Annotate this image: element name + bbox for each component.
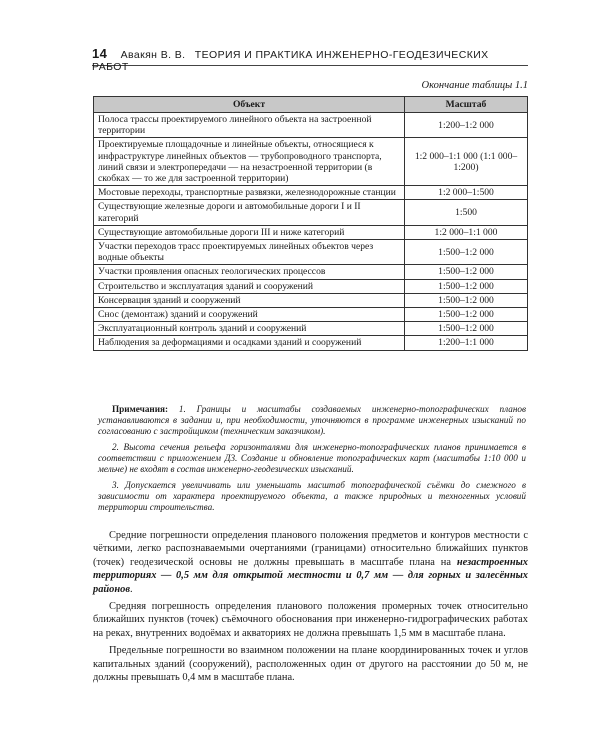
- scale-cell: 1:500–1:2 000: [405, 240, 528, 265]
- body-text: [93, 529, 528, 688]
- object-cell: Эксплуатационный контроль зданий и сооружений: [94, 322, 405, 336]
- scale-cell: 1:500–1:2 000: [405, 308, 528, 322]
- table-row: [94, 240, 528, 265]
- table-row: [94, 336, 528, 350]
- scale-cell: 1:200–1:2 000: [405, 113, 528, 138]
- table-row: [94, 293, 528, 307]
- table-row: [94, 200, 528, 225]
- running-title: ТЕОРИЯ И ПРАКТИКА ИНЖЕНЕРНО-ГЕОДЕЗИЧЕСКИХ РАБОТ: [92, 49, 489, 73]
- running-author: Авакян В. В.: [120, 49, 186, 61]
- table-header-row: [94, 97, 528, 113]
- table-row: [94, 138, 528, 186]
- object-cell: Полоса трассы проектируемого линейного объекта на застроенной территории: [94, 113, 405, 138]
- paragraph-3: Предельные погрешности во взаимном положении на плане координированных точек и углов капитальных зданий (сооружений), расположенных один от другого на расстоянии до 50 м, не должны превышать 0,4 мм в масштабе плана.: [93, 645, 528, 684]
- table-row: [94, 265, 528, 279]
- notes-label: Примечания:: [112, 404, 169, 414]
- column-header-object: Объект: [94, 97, 405, 113]
- object-cell: Существующие автомобильные дороги III и ниже категорий: [94, 225, 405, 239]
- note-1: [98, 404, 526, 437]
- object-cell: Мостовые переходы, транспортные развязки, железнодорожные станции: [94, 186, 405, 200]
- scale-cell: 1:2 000–1:1 000 (1:1 000–1:200): [405, 138, 528, 186]
- table-row: [94, 186, 528, 200]
- note-3: 3. Допускается увеличивать или уменьшать масштаб топографической съёмки до смежного в зависимости от характера проектируемого объекта, а также природных и техногенных условий территории строительства.: [98, 480, 526, 512]
- column-header-scale: Масштаб: [405, 97, 528, 113]
- scale-cell: 1:500–1:2 000: [405, 322, 528, 336]
- object-cell: Строительство и эксплуатация зданий и сооружений: [94, 279, 405, 293]
- table-row: [94, 279, 528, 293]
- note-1-text: 1. Границы и масштабы создаваемых инженерно-топографических планов устанавливаются в задании и, при необходимости, уточняются в программе инженерных изысканий по согласованию с застройщиком (техническим заказчиком).: [98, 404, 526, 436]
- scale-table: [93, 96, 528, 351]
- paragraph-1: [93, 529, 528, 596]
- object-cell: Участки переходов трасс проектируемых линейных объектов через водные объекты: [94, 240, 405, 265]
- table-row: [94, 308, 528, 322]
- paragraph-1-text: Средние погрешности определения планового положения предметов и контуров местности с чёткими, легко распознаваемыми очертаниями (границами) относительно ближайших пунктов (точек) геодезической основы не должны превышать в масштабе плана на: [93, 530, 528, 568]
- object-cell: Консервация зданий и сооружений: [94, 293, 405, 307]
- note-2: 2. Высота сечения рельефа горизонталями для инженерно-топографических планов принимается в соответствии с приложением Д3. Создание и обновление топографических карт (масштабы 1:10 000 и мельче) не входят в состав инженерно-геодезических изысканий.: [98, 442, 526, 474]
- scale-cell: 1:500–1:2 000: [405, 293, 528, 307]
- table-row: [94, 225, 528, 239]
- running-header: [92, 46, 528, 73]
- scale-cell: 1:2 000–1:1 000: [405, 225, 528, 239]
- scale-cell: 1:500–1:2 000: [405, 279, 528, 293]
- table-row: [94, 322, 528, 336]
- object-cell: Участки проявления опасных геологических процессов: [94, 265, 405, 279]
- paragraph-1-end: .: [129, 583, 133, 595]
- object-cell: Проектируемые площадочные и линейные объекты, относящиеся к инфраструктуре линейных объектов — трубопроводного транспорта, линий связи и электропередачи — на незастроенной территории (в скобках — то же для застроенной территории): [94, 138, 405, 186]
- object-cell: Наблюдения за деформациями и осадками зданий и сооружений: [94, 336, 405, 350]
- table-row: [94, 113, 528, 138]
- page-number: 14: [92, 46, 108, 61]
- scale-cell: 1:500: [405, 200, 528, 225]
- object-cell: Снос (демонтаж) зданий и сооружений: [94, 308, 405, 322]
- table-notes: [98, 404, 526, 518]
- scale-cell: 1:200–1:1 000: [405, 336, 528, 350]
- scale-cell: 1:2 000–1:500: [405, 186, 528, 200]
- object-cell: Существующие железные дороги и автомобильные дороги I и II категорий: [94, 200, 405, 225]
- scale-cell: 1:500–1:2 000: [405, 265, 528, 279]
- paragraph-2: Средняя погрешность определения планового положения промерных точек относительно ближайших пунктов (точек) съёмочного обоснования при инженерно-гидрографических работах на реках, внутренних водоёмах и акваториях не должна превышать 1,5 мм в масштабе плана.: [93, 601, 528, 639]
- paragraph-1-emphasis: незастроенных территориях — 0,5 мм для открытой местности и 0,7 мм — для горных и залесённых районов: [93, 556, 528, 595]
- table-caption: Окончание таблицы 1.1: [421, 80, 528, 91]
